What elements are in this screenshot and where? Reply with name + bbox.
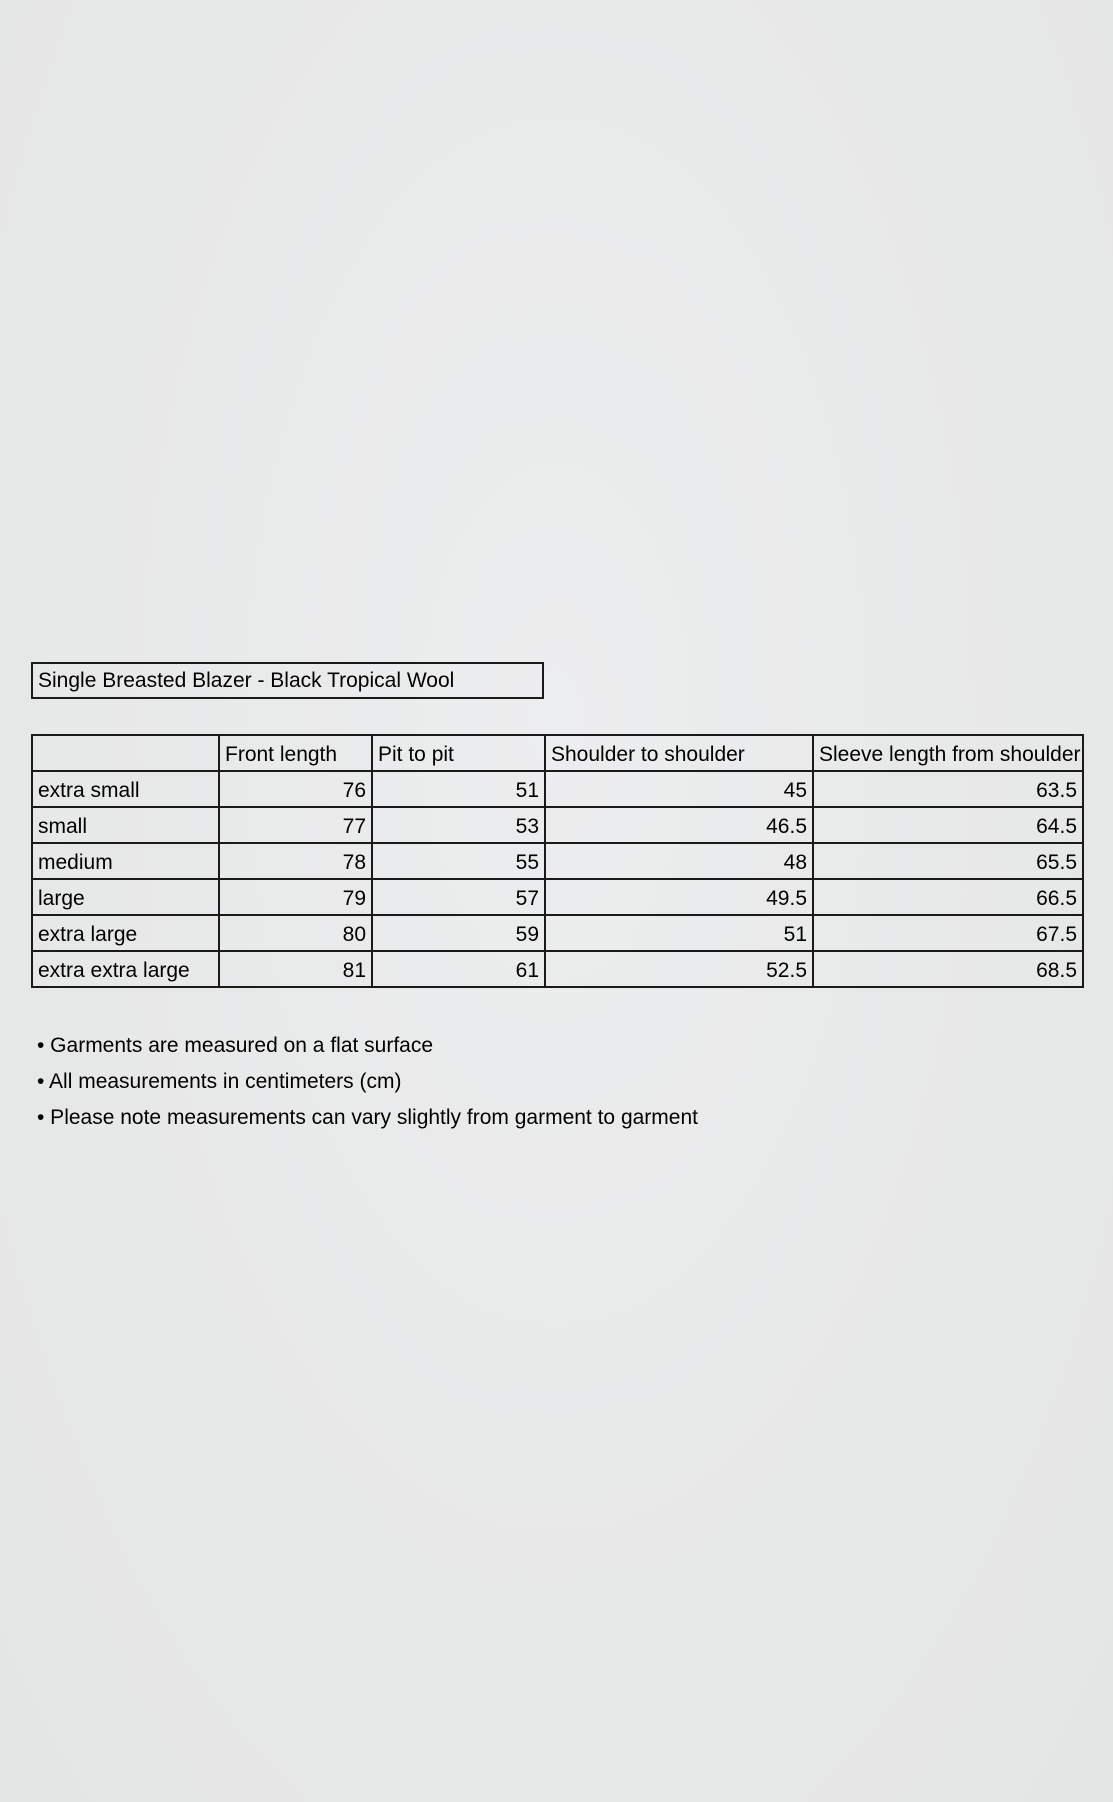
size-label: extra small — [32, 771, 219, 807]
table-row — [32, 879, 1083, 915]
pit-to-pit-value: 55 — [372, 843, 545, 879]
front-length-value: 77 — [219, 807, 372, 843]
pit-to-pit-value: 57 — [372, 879, 545, 915]
pit-to-pit-value: 61 — [372, 951, 545, 987]
size-chart-table — [31, 734, 1084, 988]
shoulder-value: 46.5 — [545, 807, 813, 843]
header-pit-to-pit: Pit to pit — [372, 735, 545, 771]
shoulder-value: 51 — [545, 915, 813, 951]
header-front-length: Front length — [219, 735, 372, 771]
header-size — [32, 735, 219, 771]
pit-to-pit-value: 51 — [372, 771, 545, 807]
shoulder-value: 45 — [545, 771, 813, 807]
sleeve-value: 63.5 — [813, 771, 1083, 807]
product-title: Single Breasted Blazer - Black Tropical Wool — [31, 662, 544, 699]
table-row — [32, 915, 1083, 951]
shoulder-value: 52.5 — [545, 951, 813, 987]
sleeve-value: 64.5 — [813, 807, 1083, 843]
table-row — [32, 843, 1083, 879]
table-row — [32, 951, 1083, 987]
size-label: extra extra large — [32, 951, 219, 987]
pit-to-pit-value: 53 — [372, 807, 545, 843]
pit-to-pit-value: 59 — [372, 915, 545, 951]
sleeve-value: 67.5 — [813, 915, 1083, 951]
table-row — [32, 771, 1083, 807]
front-length-value: 76 — [219, 771, 372, 807]
measurement-notes — [37, 1030, 698, 1138]
note-variation: • Please note measurements can vary slightly from garment to garment — [37, 1106, 698, 1129]
note-flat-surface: • Garments are measured on a flat surface — [37, 1034, 434, 1057]
sleeve-value: 68.5 — [813, 951, 1083, 987]
shoulder-value: 49.5 — [545, 879, 813, 915]
header-sleeve-length: Sleeve length from shoulder — [813, 735, 1083, 771]
header-shoulder-to-shoulder: Shoulder to shoulder — [545, 735, 813, 771]
table-header-row — [32, 735, 1083, 771]
sleeve-value: 65.5 — [813, 843, 1083, 879]
sleeve-value: 66.5 — [813, 879, 1083, 915]
front-length-value: 81 — [219, 951, 372, 987]
size-label: large — [32, 879, 219, 915]
table-row — [32, 807, 1083, 843]
size-label: small — [32, 807, 219, 843]
front-length-value: 79 — [219, 879, 372, 915]
shoulder-value: 48 — [545, 843, 813, 879]
size-label: medium — [32, 843, 219, 879]
front-length-value: 78 — [219, 843, 372, 879]
front-length-value: 80 — [219, 915, 372, 951]
note-units: • All measurements in centimeters (cm) — [37, 1070, 402, 1093]
size-label: extra large — [32, 915, 219, 951]
